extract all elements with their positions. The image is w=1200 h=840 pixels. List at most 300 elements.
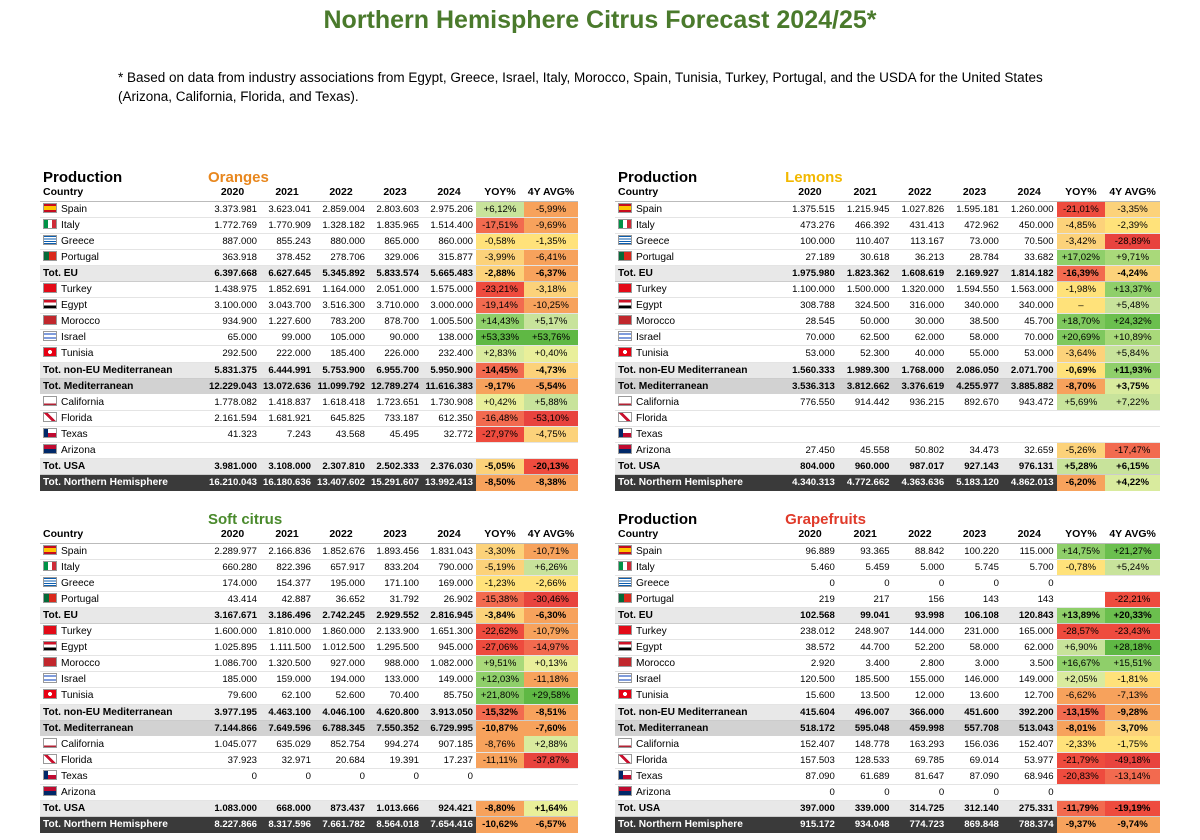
value-cell: 52.300 bbox=[838, 346, 893, 362]
country-cell bbox=[615, 233, 782, 249]
value-cell: 1.608.619 bbox=[893, 265, 948, 281]
value-cell: 6.729.995 bbox=[422, 720, 476, 736]
avg-cell: -1,81% bbox=[1105, 672, 1160, 688]
value-cell: 450.000 bbox=[1002, 217, 1057, 233]
value-cell: 152.407 bbox=[1002, 736, 1057, 752]
total-row bbox=[40, 459, 578, 475]
country-name: Arizona bbox=[636, 445, 671, 457]
value-cell: 28.545 bbox=[782, 314, 838, 330]
yoy-cell: -15,38% bbox=[476, 591, 524, 607]
avg-cell: +5,84% bbox=[1105, 346, 1160, 362]
value-cell: 194.000 bbox=[314, 672, 368, 688]
avg-cell: -6,30% bbox=[524, 607, 578, 623]
table-row bbox=[615, 282, 1160, 298]
value-cell: 154.377 bbox=[260, 575, 314, 591]
country-name: Portugal bbox=[61, 593, 99, 605]
product-name: Oranges bbox=[208, 169, 269, 185]
yoy-cell: +2,83% bbox=[476, 346, 524, 362]
value-cell: 36.652 bbox=[314, 591, 368, 607]
value-cell: 32.772 bbox=[422, 426, 476, 442]
country-name: Tot. EU bbox=[43, 268, 78, 280]
value-cell: 174.000 bbox=[205, 575, 260, 591]
value-cell: 5.700 bbox=[1002, 559, 1057, 575]
yoy-cell bbox=[1057, 426, 1106, 442]
value-cell: 278.706 bbox=[314, 249, 368, 265]
value-cell: 13.992.413 bbox=[422, 475, 476, 491]
value-cell: 12.700 bbox=[1002, 688, 1057, 704]
yoy-cell: +0,42% bbox=[476, 394, 524, 410]
value-cell: 308.788 bbox=[782, 298, 838, 314]
value-cell: 42.887 bbox=[260, 591, 314, 607]
table-row bbox=[40, 282, 578, 298]
avg-cell: -30,46% bbox=[524, 591, 578, 607]
country-name: Tot. Mediterranean bbox=[43, 380, 134, 392]
yoy-cell: -9,37% bbox=[1057, 817, 1106, 833]
avg-cell: -23,43% bbox=[1105, 624, 1160, 640]
table-row bbox=[40, 249, 578, 265]
value-cell: 120.843 bbox=[1002, 607, 1057, 623]
country-name: Israel bbox=[636, 674, 661, 686]
value-cell bbox=[368, 785, 422, 801]
country-name: Greece bbox=[61, 577, 95, 589]
egypt-flag-icon bbox=[43, 641, 57, 651]
total-row bbox=[615, 704, 1160, 720]
yoy-cell: -6,62% bbox=[1057, 688, 1106, 704]
country-name: Tunisia bbox=[61, 690, 94, 702]
value-cell: 635.029 bbox=[260, 736, 314, 752]
value-cell: 169.000 bbox=[422, 575, 476, 591]
total-row bbox=[40, 362, 578, 378]
country-cell bbox=[615, 394, 782, 410]
country-cell bbox=[40, 475, 205, 491]
column-header-country: Country bbox=[40, 527, 205, 543]
country-name: Morocco bbox=[61, 316, 101, 328]
spain-flag-icon bbox=[43, 203, 57, 213]
avg-cell: -3,18% bbox=[524, 282, 578, 298]
value-cell: 37.923 bbox=[205, 752, 260, 768]
total-row bbox=[40, 265, 578, 281]
value-cell: 943.472 bbox=[1002, 394, 1057, 410]
value-cell: 804.000 bbox=[782, 459, 838, 475]
yoy-cell: -2,33% bbox=[1057, 736, 1106, 752]
california-flag-icon bbox=[43, 738, 57, 748]
country-name: Turkey bbox=[61, 284, 92, 296]
table-row bbox=[40, 543, 578, 559]
value-cell: 8.317.596 bbox=[260, 817, 314, 833]
value-cell: 1.595.181 bbox=[947, 201, 1002, 217]
value-cell: 2.859.004 bbox=[314, 201, 368, 217]
country-name: Egypt bbox=[636, 642, 663, 654]
avg-cell: -22,21% bbox=[1105, 591, 1160, 607]
column-header-avg: 4Y AVG% bbox=[524, 185, 578, 201]
florida-flag-icon bbox=[43, 754, 57, 764]
value-cell: 2.376.030 bbox=[422, 459, 476, 475]
value-cell: 7.661.782 bbox=[314, 817, 368, 833]
country-name: Greece bbox=[61, 235, 95, 247]
value-cell: 13.072.636 bbox=[260, 378, 314, 394]
avg-cell: +1,64% bbox=[524, 801, 578, 817]
yoy-cell: +6,90% bbox=[1057, 640, 1106, 656]
yoy-cell: -21,01% bbox=[1057, 201, 1106, 217]
avg-cell: +10,89% bbox=[1105, 330, 1160, 346]
value-cell: 73.000 bbox=[947, 233, 1002, 249]
country-cell bbox=[615, 426, 782, 442]
value-cell: 45.700 bbox=[1002, 314, 1057, 330]
yoy-cell: -10,87% bbox=[476, 720, 524, 736]
country-cell bbox=[615, 475, 782, 491]
avg-cell bbox=[1105, 410, 1160, 426]
value-cell: 378.452 bbox=[260, 249, 314, 265]
value-cell: 45.558 bbox=[838, 443, 893, 459]
value-cell: 2.800 bbox=[893, 656, 948, 672]
italy-flag-icon bbox=[618, 219, 632, 229]
value-cell: 790.000 bbox=[422, 559, 476, 575]
value-cell: 934.900 bbox=[205, 314, 260, 330]
column-header-year: 2020 bbox=[782, 185, 838, 201]
yoy-cell: +2,05% bbox=[1057, 672, 1106, 688]
value-cell: 0 bbox=[893, 575, 948, 591]
value-cell: 7.144.866 bbox=[205, 720, 260, 736]
value-cell: 34.473 bbox=[947, 443, 1002, 459]
avg-cell: -49,18% bbox=[1105, 752, 1160, 768]
value-cell: 3.913.050 bbox=[422, 704, 476, 720]
avg-cell: -8,38% bbox=[524, 475, 578, 491]
value-cell: 1.651.300 bbox=[422, 624, 476, 640]
value-cell: 2.742.245 bbox=[314, 607, 368, 623]
value-cell bbox=[1002, 410, 1057, 426]
florida-flag-icon bbox=[618, 412, 632, 422]
tunisia-flag-icon bbox=[43, 689, 57, 699]
value-cell: 43.414 bbox=[205, 591, 260, 607]
total-row bbox=[615, 607, 1160, 623]
value-cell: 2.920 bbox=[782, 656, 838, 672]
israel-flag-icon bbox=[43, 673, 57, 683]
value-cell: 960.000 bbox=[838, 459, 893, 475]
column-header-year: 2021 bbox=[838, 527, 893, 543]
value-cell: 3.000.000 bbox=[422, 298, 476, 314]
yoy-cell bbox=[1057, 410, 1106, 426]
value-cell: 1.575.000 bbox=[422, 282, 476, 298]
value-cell: 146.000 bbox=[947, 672, 1002, 688]
value-cell: 1.012.500 bbox=[314, 640, 368, 656]
value-cell: 138.000 bbox=[422, 330, 476, 346]
table-row bbox=[40, 233, 578, 249]
value-cell: 11.616.383 bbox=[422, 378, 476, 394]
value-cell: 2.051.000 bbox=[368, 282, 422, 298]
portugal-flag-icon bbox=[618, 251, 632, 261]
avg-cell: -28,89% bbox=[1105, 233, 1160, 249]
country-cell bbox=[40, 640, 205, 656]
avg-cell: +6,26% bbox=[524, 559, 578, 575]
value-cell: 3.977.195 bbox=[205, 704, 260, 720]
value-cell: 5.460 bbox=[782, 559, 838, 575]
country-cell bbox=[40, 817, 205, 833]
avg-cell: +29,58% bbox=[524, 688, 578, 704]
country-cell bbox=[40, 624, 205, 640]
country-cell bbox=[40, 217, 205, 233]
country-name: Tot. Northern Hemisphere bbox=[43, 477, 168, 489]
table-row bbox=[615, 394, 1160, 410]
value-cell: 0 bbox=[1002, 575, 1057, 591]
texas-flag-icon bbox=[43, 770, 57, 780]
spain-flag-icon bbox=[43, 545, 57, 555]
value-cell: 70.500 bbox=[1002, 233, 1057, 249]
total-row bbox=[615, 378, 1160, 394]
value-cell: 5.459 bbox=[838, 559, 893, 575]
value-cell: 392.200 bbox=[1002, 704, 1057, 720]
table-row bbox=[40, 443, 578, 459]
avg-cell: -10,25% bbox=[524, 298, 578, 314]
value-cell: 19.391 bbox=[368, 752, 422, 768]
value-cell: 855.243 bbox=[260, 233, 314, 249]
country-name: Spain bbox=[636, 545, 663, 557]
yoy-cell: – bbox=[1057, 298, 1106, 314]
country-cell bbox=[615, 575, 782, 591]
country-cell bbox=[615, 459, 782, 475]
value-cell: 62.100 bbox=[260, 688, 314, 704]
value-cell: 1.730.908 bbox=[422, 394, 476, 410]
country-name: Israel bbox=[61, 674, 86, 686]
value-cell: 53.000 bbox=[1002, 346, 1057, 362]
value-cell bbox=[314, 785, 368, 801]
avg-cell: -1,35% bbox=[524, 233, 578, 249]
value-cell: 143 bbox=[947, 591, 1002, 607]
value-cell: 366.000 bbox=[893, 704, 948, 720]
value-cell: 595.048 bbox=[838, 720, 893, 736]
section-label: Production bbox=[618, 169, 698, 185]
value-cell: 41.323 bbox=[205, 426, 260, 442]
value-cell: 248.907 bbox=[838, 624, 893, 640]
avg-cell: +2,88% bbox=[524, 736, 578, 752]
value-cell: 873.437 bbox=[314, 801, 368, 817]
column-header-year: 2023 bbox=[368, 527, 422, 543]
table-row bbox=[40, 768, 578, 784]
value-cell: 1.328.182 bbox=[314, 217, 368, 233]
value-cell: 68.946 bbox=[1002, 768, 1057, 784]
country-cell bbox=[40, 672, 205, 688]
turkey-flag-icon bbox=[618, 625, 632, 635]
table-row bbox=[615, 736, 1160, 752]
table-row bbox=[615, 591, 1160, 607]
egypt-flag-icon bbox=[43, 299, 57, 309]
avg-cell: -3,70% bbox=[1105, 720, 1160, 736]
yoy-cell: -16,39% bbox=[1057, 265, 1106, 281]
column-header-country: Country bbox=[40, 185, 205, 201]
table-row bbox=[615, 249, 1160, 265]
value-cell: 13.600 bbox=[947, 688, 1002, 704]
value-cell: 185.000 bbox=[205, 672, 260, 688]
israel-flag-icon bbox=[618, 331, 632, 341]
california-flag-icon bbox=[43, 396, 57, 406]
florida-flag-icon bbox=[618, 754, 632, 764]
value-cell: 1.852.691 bbox=[260, 282, 314, 298]
value-cell: 0 bbox=[782, 575, 838, 591]
value-cell: 144.000 bbox=[893, 624, 948, 640]
value-cell: 3.186.496 bbox=[260, 607, 314, 623]
value-cell: 45.495 bbox=[368, 426, 422, 442]
value-cell: 165.000 bbox=[1002, 624, 1057, 640]
value-cell: 0 bbox=[314, 768, 368, 784]
value-cell: 1.086.700 bbox=[205, 656, 260, 672]
table-row bbox=[615, 559, 1160, 575]
value-cell: 52.600 bbox=[314, 688, 368, 704]
avg-cell: +0,40% bbox=[524, 346, 578, 362]
table-row bbox=[615, 426, 1160, 442]
column-header-avg: 4Y AVG% bbox=[1105, 185, 1160, 201]
value-cell: 149.000 bbox=[422, 672, 476, 688]
value-cell: 1.215.945 bbox=[838, 201, 893, 217]
value-cell: 27.450 bbox=[782, 443, 838, 459]
value-cell: 1.100.000 bbox=[782, 282, 838, 298]
avg-cell: -6,41% bbox=[524, 249, 578, 265]
yoy-cell: +53,33% bbox=[476, 330, 524, 346]
yoy-cell: +13,89% bbox=[1057, 607, 1106, 623]
value-cell: 2.929.552 bbox=[368, 607, 422, 623]
country-name: Turkey bbox=[61, 626, 92, 638]
yoy-cell: -3,30% bbox=[476, 543, 524, 559]
value-cell: 833.204 bbox=[368, 559, 422, 575]
country-cell bbox=[40, 394, 205, 410]
texas-flag-icon bbox=[618, 428, 632, 438]
value-cell: 557.708 bbox=[947, 720, 1002, 736]
avg-cell: +9,71% bbox=[1105, 249, 1160, 265]
total-row bbox=[40, 378, 578, 394]
value-cell: 451.600 bbox=[947, 704, 1002, 720]
country-name: Tot. USA bbox=[43, 803, 86, 815]
california-flag-icon bbox=[618, 396, 632, 406]
value-cell: 329.006 bbox=[368, 249, 422, 265]
yoy-cell: -11,79% bbox=[1057, 801, 1106, 817]
yoy-cell bbox=[1057, 575, 1106, 591]
country-cell bbox=[40, 346, 205, 362]
avg-cell: -6,57% bbox=[524, 817, 578, 833]
value-cell: 4.620.800 bbox=[368, 704, 422, 720]
yoy-cell: -14,45% bbox=[476, 362, 524, 378]
value-cell bbox=[838, 410, 893, 426]
country-name: Texas bbox=[636, 770, 663, 782]
value-cell: 38.500 bbox=[947, 314, 1002, 330]
value-cell: 55.000 bbox=[947, 346, 1002, 362]
country-cell bbox=[40, 265, 205, 281]
yoy-cell bbox=[1057, 591, 1106, 607]
total-row bbox=[615, 362, 1160, 378]
value-cell: 1.618.418 bbox=[314, 394, 368, 410]
avg-cell: +5,17% bbox=[524, 314, 578, 330]
country-name: Tot. Mediterranean bbox=[618, 722, 709, 734]
column-header-year: 2024 bbox=[1002, 527, 1057, 543]
value-cell: 8.564.018 bbox=[368, 817, 422, 833]
value-cell: 155.000 bbox=[893, 672, 948, 688]
country-name: Tot. Northern Hemisphere bbox=[618, 819, 743, 831]
country-name: Tunisia bbox=[61, 348, 94, 360]
country-cell bbox=[615, 640, 782, 656]
country-cell bbox=[615, 543, 782, 559]
country-cell bbox=[615, 817, 782, 833]
value-cell: 69.014 bbox=[947, 752, 1002, 768]
country-cell bbox=[40, 314, 205, 330]
total-row bbox=[615, 720, 1160, 736]
avg-cell: -9,69% bbox=[524, 217, 578, 233]
yoy-cell: -1,23% bbox=[476, 575, 524, 591]
avg-cell: +15,51% bbox=[1105, 656, 1160, 672]
value-cell: 53.000 bbox=[782, 346, 838, 362]
table-row bbox=[40, 688, 578, 704]
value-cell: 316.000 bbox=[893, 298, 948, 314]
table-row bbox=[40, 736, 578, 752]
value-cell: 2.071.700 bbox=[1002, 362, 1057, 378]
country-cell bbox=[615, 736, 782, 752]
arizona-flag-icon bbox=[43, 786, 57, 796]
value-cell: 238.012 bbox=[782, 624, 838, 640]
avg-cell: +28,18% bbox=[1105, 640, 1160, 656]
country-name: Morocco bbox=[61, 658, 101, 670]
country-name: Italy bbox=[636, 561, 655, 573]
value-cell: 1.320.000 bbox=[893, 282, 948, 298]
table-row bbox=[615, 233, 1160, 249]
country-cell bbox=[40, 459, 205, 475]
yoy-cell: -0,78% bbox=[1057, 559, 1106, 575]
avg-cell: -4,75% bbox=[524, 426, 578, 442]
country-name: Italy bbox=[636, 219, 655, 231]
value-cell: 2.975.206 bbox=[422, 201, 476, 217]
country-name: Turkey bbox=[636, 284, 667, 296]
tunisia-flag-icon bbox=[618, 689, 632, 699]
country-name: California bbox=[61, 396, 105, 408]
yoy-cell bbox=[476, 443, 524, 459]
country-name: Arizona bbox=[61, 445, 96, 457]
table-row bbox=[40, 672, 578, 688]
value-cell bbox=[1002, 426, 1057, 442]
table-row bbox=[615, 217, 1160, 233]
table-row bbox=[40, 410, 578, 426]
value-cell: 93.365 bbox=[838, 543, 893, 559]
country-name: Italy bbox=[61, 219, 80, 231]
column-header-row bbox=[615, 527, 1160, 543]
avg-cell: -10,71% bbox=[524, 543, 578, 559]
value-cell: 15.291.607 bbox=[368, 475, 422, 491]
country-cell bbox=[615, 362, 782, 378]
column-header-year: 2023 bbox=[947, 185, 1002, 201]
value-cell: 87.090 bbox=[947, 768, 1002, 784]
country-name: Israel bbox=[61, 332, 86, 344]
yoy-cell: -15,32% bbox=[476, 704, 524, 720]
table-row bbox=[615, 640, 1160, 656]
value-cell: 1.082.000 bbox=[422, 656, 476, 672]
value-cell: 4.255.977 bbox=[947, 378, 1002, 394]
table-row bbox=[615, 688, 1160, 704]
country-name: Turkey bbox=[636, 626, 667, 638]
yoy-cell: -0,69% bbox=[1057, 362, 1106, 378]
column-header-year: 2021 bbox=[838, 185, 893, 201]
value-cell: 217 bbox=[838, 591, 893, 607]
country-cell bbox=[615, 785, 782, 801]
avg-cell bbox=[524, 443, 578, 459]
value-cell: 8.227.866 bbox=[205, 817, 260, 833]
country-name: California bbox=[61, 738, 105, 750]
country-cell bbox=[615, 688, 782, 704]
yoy-cell: -3,42% bbox=[1057, 233, 1106, 249]
country-cell bbox=[40, 704, 205, 720]
value-cell: 26.902 bbox=[422, 591, 476, 607]
country-name: Florida bbox=[636, 754, 668, 766]
value-cell: 645.825 bbox=[314, 410, 368, 426]
italy-flag-icon bbox=[618, 561, 632, 571]
table-title-row bbox=[615, 502, 1160, 527]
value-cell: 113.167 bbox=[893, 233, 948, 249]
yoy-cell bbox=[1057, 785, 1106, 801]
table-row bbox=[40, 640, 578, 656]
country-cell bbox=[615, 559, 782, 575]
